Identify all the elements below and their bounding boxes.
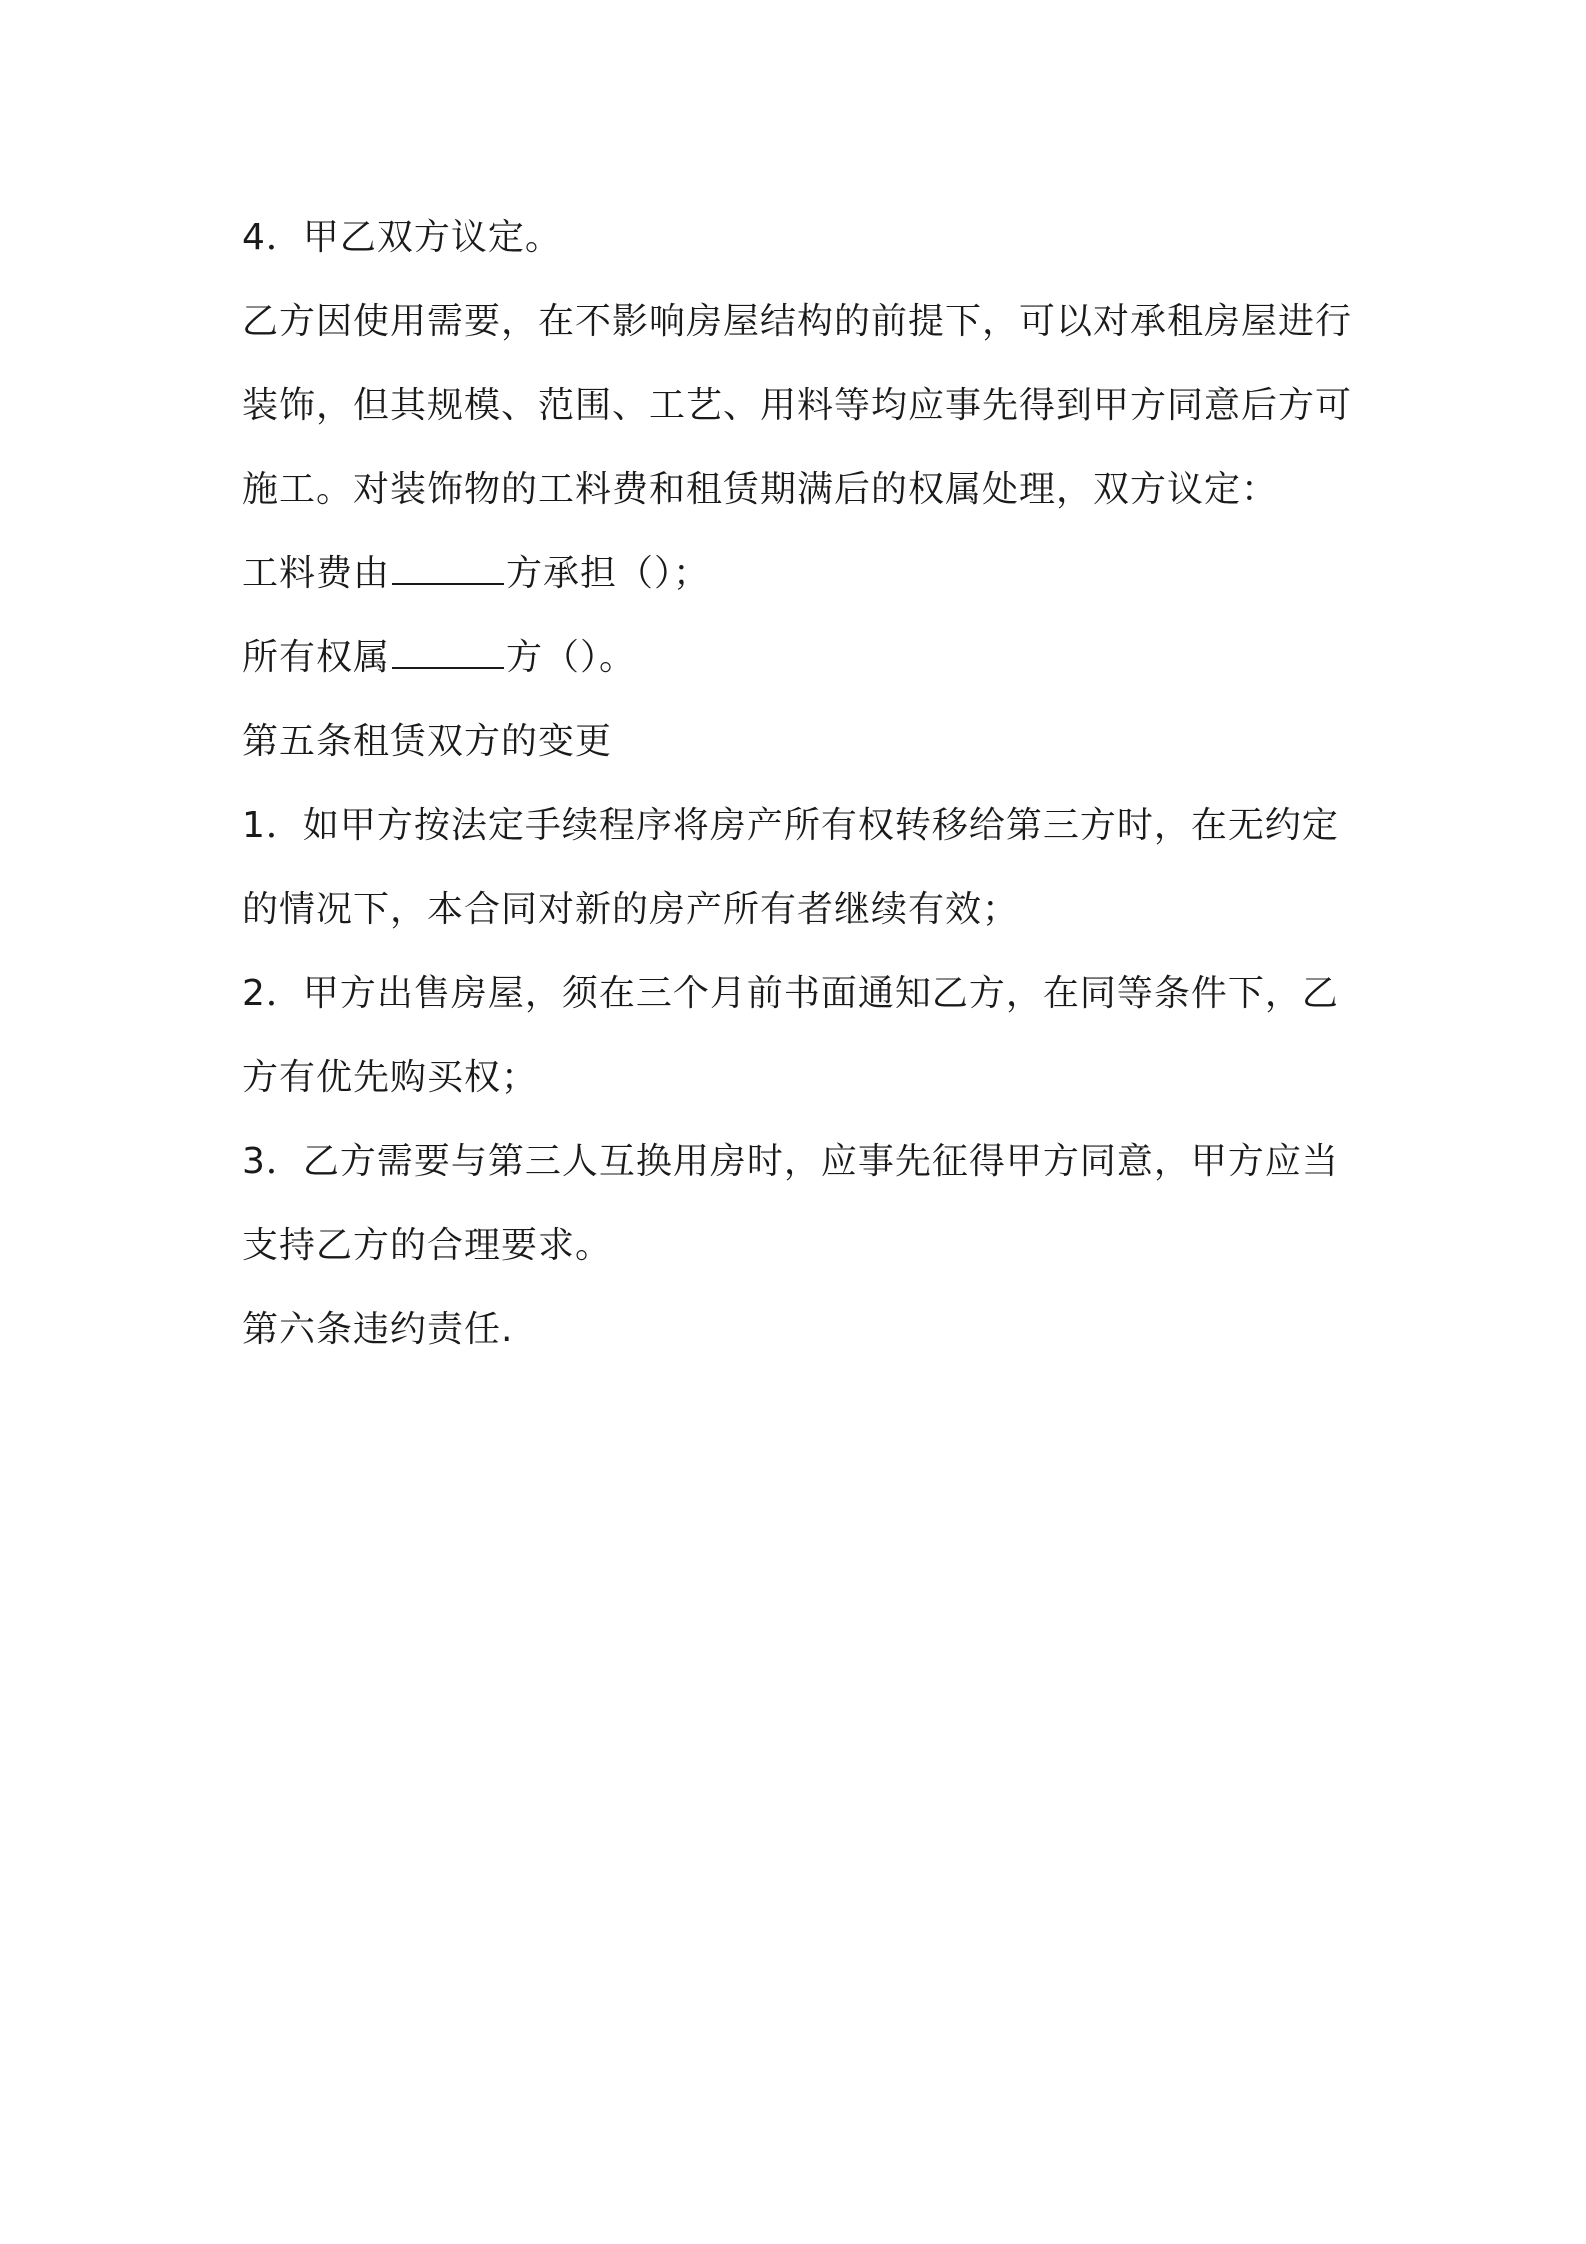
fill-in-blank[interactable]: [392, 637, 504, 669]
paragraph-line: 支持乙方的合理要求。: [242, 1225, 613, 1266]
fill-in-blank[interactable]: [392, 553, 504, 585]
fill-in-suffix: 方承担（）；: [506, 553, 711, 594]
paragraph-line: 1．如甲方按法定手续程序将房产所有权转移给第三方时，在无约定: [242, 805, 1339, 846]
fill-in-prefix: 所有权属: [242, 637, 391, 678]
fill-in-prefix: 工料费由: [242, 553, 391, 594]
document-body: [242, 196, 1362, 1372]
paragraph-line: 方有优先购买权；: [242, 1057, 539, 1098]
paragraph-line: 装饰，但其规模、范围、工艺、用料等均应事先得到甲方同意后方可: [242, 385, 1353, 426]
article-5-heading: 第五条租赁双方的变更: [242, 721, 613, 762]
paragraph-line: 施工。对装饰物的工料费和租赁期满后的权属处理，双方议定：: [242, 469, 1279, 510]
paragraph-line: 乙方因使用需要，在不影响房屋结构的前提下，可以对承租房屋进行: [242, 301, 1353, 342]
fill-in-line-ownership: [242, 616, 1362, 700]
paragraph-line: 2．甲方出售房屋，须在三个月前书面通知乙方，在同等条件下，乙: [242, 973, 1339, 1014]
paragraph-line: 3．乙方需要与第三人互换用房时，应事先征得甲方同意，甲方应当: [242, 1141, 1339, 1182]
clause-4-heading: 4．甲乙双方议定。: [242, 217, 562, 258]
article-6-heading: 第六条违约责任.: [242, 1309, 514, 1350]
fill-in-line-cost: [242, 532, 1362, 616]
fill-in-suffix: 方（）。: [506, 637, 637, 678]
paragraph-line: 的情况下，本合同对新的房产所有者继续有效；: [242, 889, 1020, 930]
